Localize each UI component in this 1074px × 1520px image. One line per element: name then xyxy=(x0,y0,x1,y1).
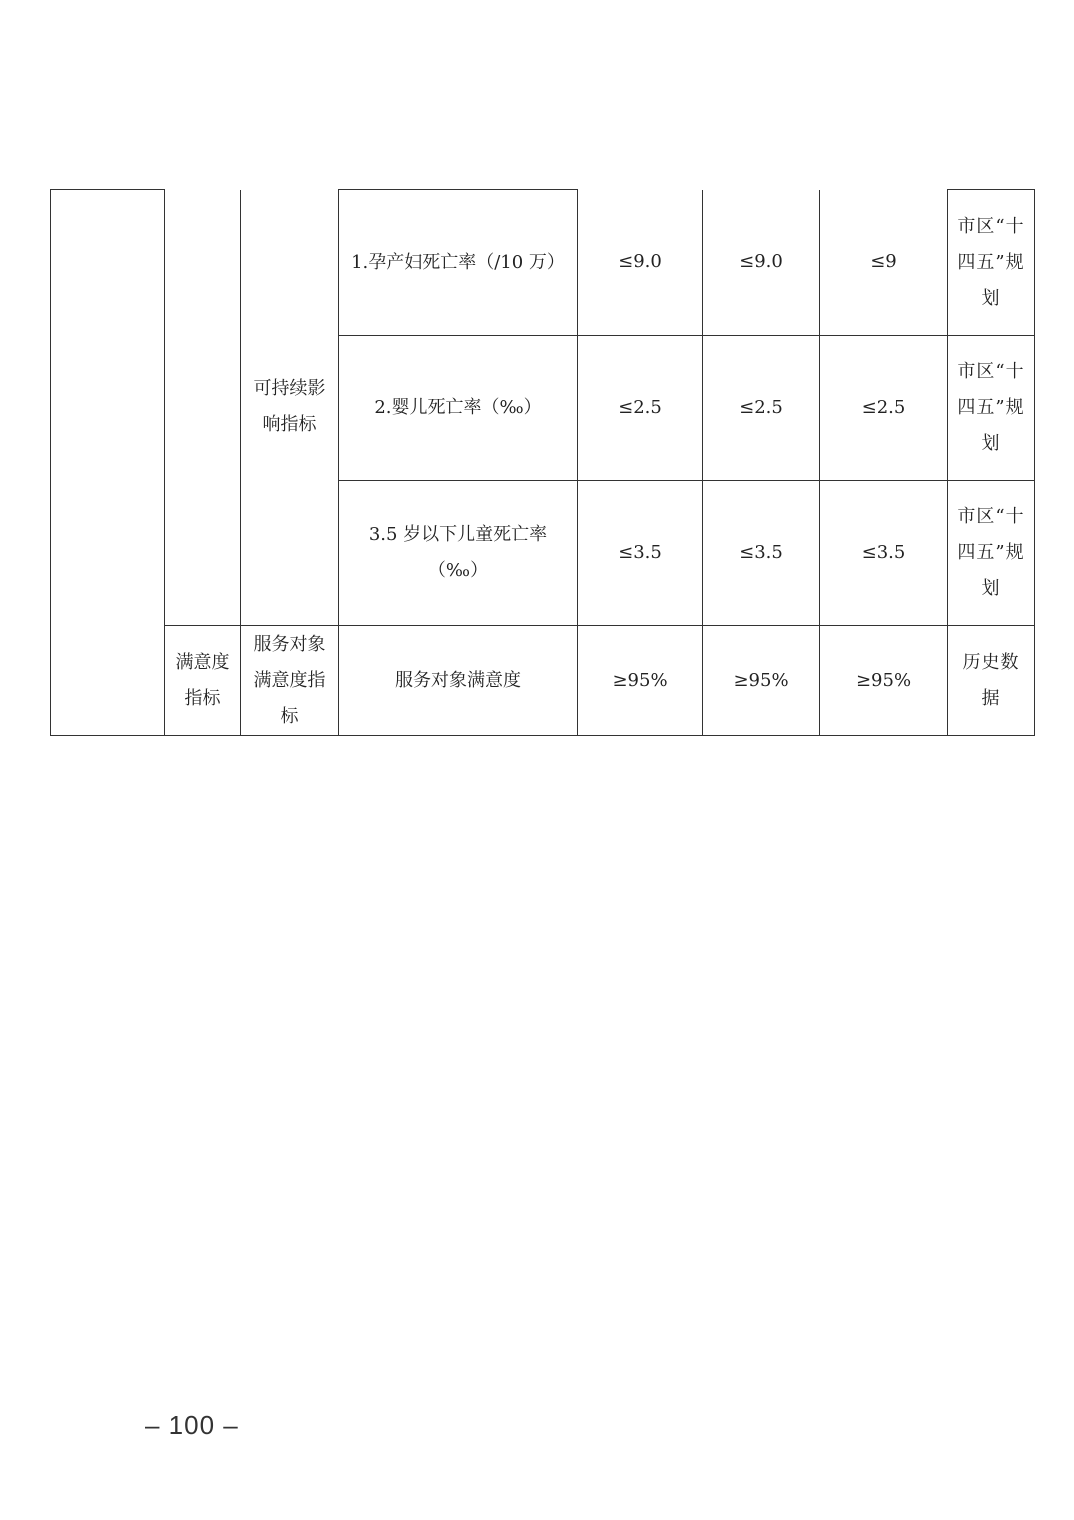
value-cell: ≥95% xyxy=(820,626,948,736)
indicator-name: 服务对象满意度 xyxy=(339,626,578,736)
page-number: – 100 – xyxy=(145,1410,239,1440)
indicator-name: 2.婴儿死亡率（‰） xyxy=(339,336,578,481)
satisfaction-level3-cell: 服务对象满意度指标 xyxy=(241,626,339,736)
value-cell: ≤9.0 xyxy=(578,190,703,336)
source-cell: 市区“十四五”规划 xyxy=(948,190,1035,336)
value-cell: ≤3.5 xyxy=(820,481,948,626)
value-cell: ≤2.5 xyxy=(578,336,703,481)
value-cell: ≤3.5 xyxy=(578,481,703,626)
indicator-name: 1.孕产妇死亡率（/10 万） xyxy=(339,190,578,336)
source-cell: 历史数据 xyxy=(948,626,1035,736)
indicator-table xyxy=(50,189,1035,736)
source-cell: 市区“十四五”规划 xyxy=(948,481,1035,626)
category-cell xyxy=(51,190,165,736)
indicator-name: 3.5 岁以下儿童死亡率（‰） xyxy=(339,481,578,626)
value-cell: ≤3.5 xyxy=(703,481,820,626)
value-cell: ≤9 xyxy=(820,190,948,336)
subcategory-cell xyxy=(165,190,241,626)
source-cell: 市区“十四五”规划 xyxy=(948,336,1035,481)
value-cell: ≥95% xyxy=(578,626,703,736)
value-cell: ≥95% xyxy=(703,626,820,736)
sustainable-group-cell: 可持续影响指标 xyxy=(241,190,339,626)
value-cell: ≤9.0 xyxy=(703,190,820,336)
value-cell: ≤2.5 xyxy=(820,336,948,481)
table-row xyxy=(51,626,1035,736)
satisfaction-level2-cell: 满意度指标 xyxy=(165,626,241,736)
table-row xyxy=(51,190,1035,336)
value-cell: ≤2.5 xyxy=(703,336,820,481)
